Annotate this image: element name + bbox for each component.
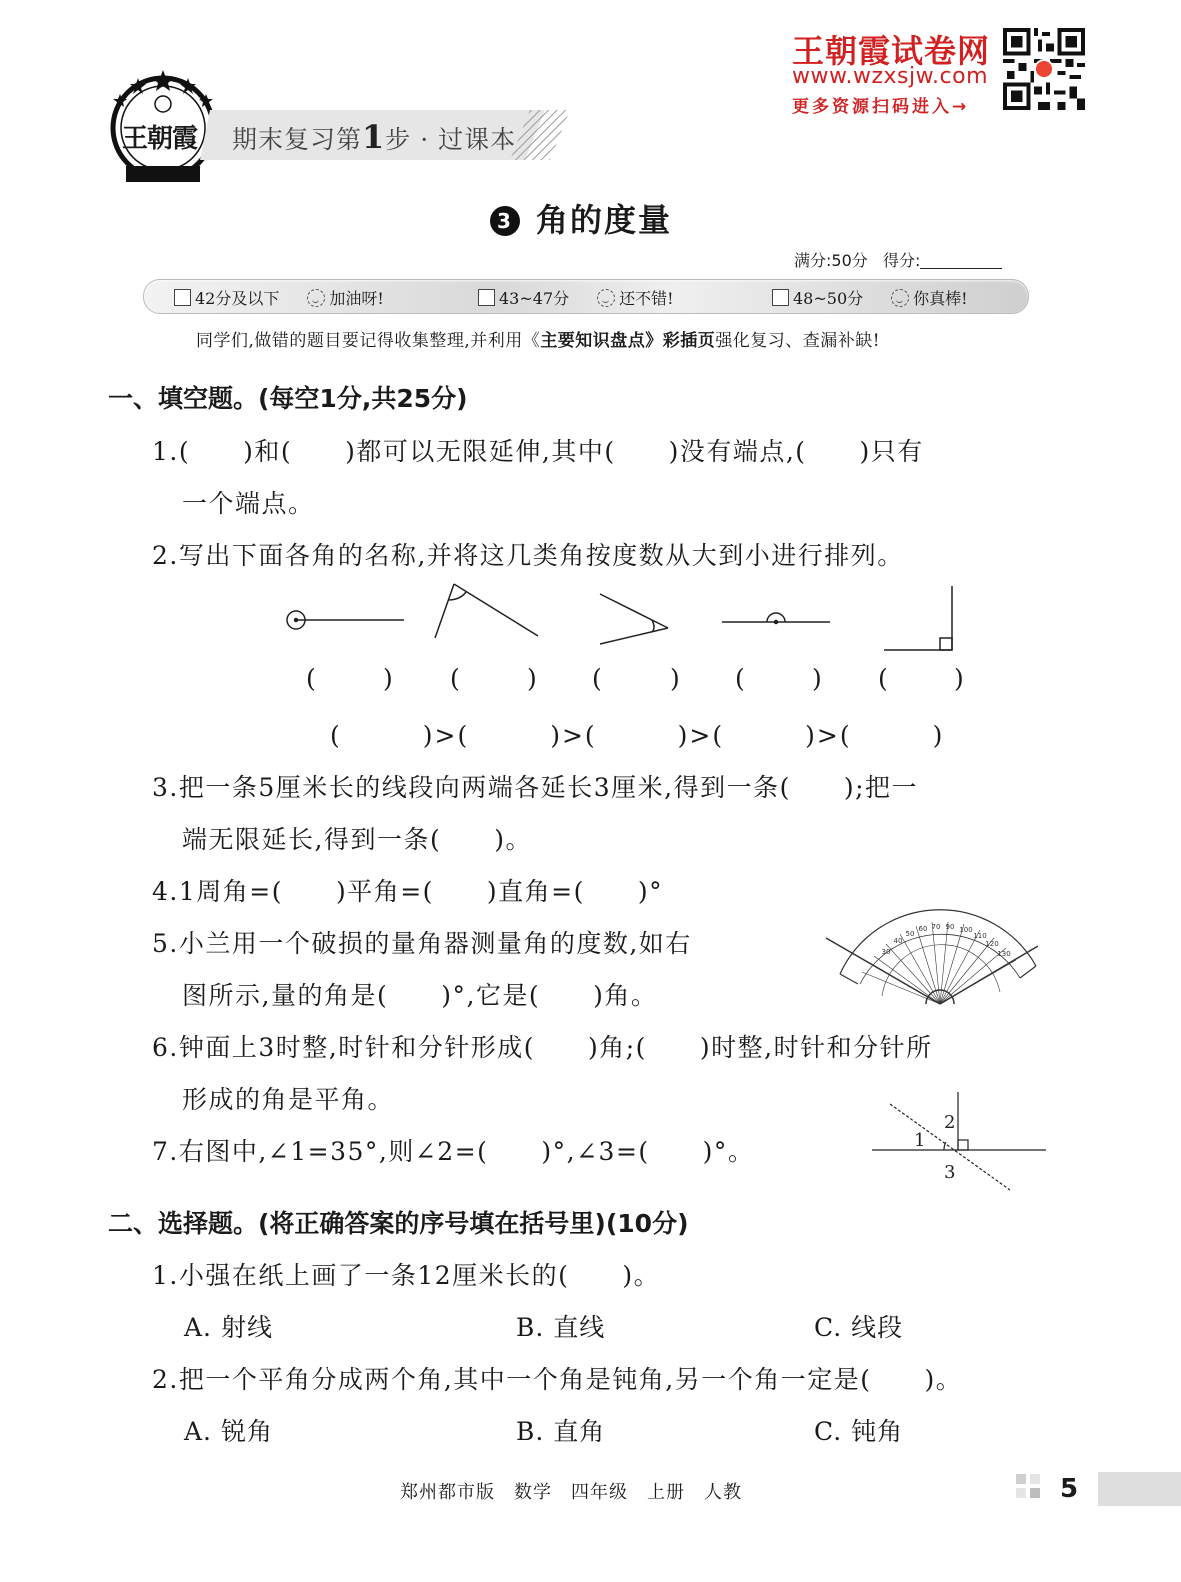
title-number-badge: 3 <box>490 206 520 236</box>
question-5-cont: 图所示,量的角是( )°,它是( )角。 <box>182 981 658 1010</box>
tick-label: 90 <box>945 923 955 931</box>
page-number-bar <box>1098 1472 1181 1506</box>
page-decoration <box>1016 1474 1044 1502</box>
tick-label: 100 <box>959 926 973 934</box>
protractor-figure <box>822 900 1038 1012</box>
rating-bar <box>143 279 1029 314</box>
tick-label: 60 <box>918 925 928 933</box>
score-blank[interactable] <box>920 252 1002 269</box>
intersecting-lines-figure <box>870 1092 1046 1192</box>
score-line: 满分:50分 得分: <box>794 248 1002 271</box>
option-c[interactable]: C. 线段 <box>814 1313 904 1342</box>
question-1: 1.小强在纸上画了一条12厘米长的( )。 <box>152 1261 661 1290</box>
angle-label-3: 3 <box>944 1162 956 1183</box>
question-3-cont: 端无限延长,得到一条( )。 <box>182 825 532 854</box>
title-text: 角的度量 <box>536 201 673 239</box>
tick-label: 70 <box>931 923 941 931</box>
question-6: 6.钟面上3时整,时针和分针形成( )角;( )时整,时针和分针所 <box>152 1033 933 1062</box>
qr-code[interactable] <box>1003 28 1085 110</box>
checkbox-icon[interactable] <box>174 289 191 306</box>
rating-item: 43~47分 还不错! <box>478 286 674 309</box>
option-b[interactable]: B. 直角 <box>516 1417 606 1446</box>
question-7: 7.右图中,∠1=35°,则∠2=( )°,∠3=( )°。 <box>152 1137 755 1166</box>
section-heading: 一、填空题。(每空1分,共25分) <box>108 384 468 413</box>
rating-item: 48~50分 你真棒! <box>772 286 968 309</box>
logo-text: 王朝霞 <box>122 124 198 154</box>
page-number: 5 <box>1060 1474 1079 1504</box>
tip-text: 同学们,做错的题目要记得收集整理,并利用《主要知识盘点》彩插页强化复习、查漏补缺! <box>196 331 881 351</box>
checkbox-icon[interactable] <box>478 289 495 306</box>
smiley-icon <box>597 289 615 307</box>
banner-title: 期末复习第1步 · 过课本 <box>232 118 517 156</box>
smiley-icon <box>307 289 325 307</box>
checkbox-icon[interactable] <box>772 289 789 306</box>
tick-label: 30 <box>881 948 891 956</box>
brand-url[interactable]: www.wzxsjw.com <box>792 64 989 89</box>
tick-label: 40 <box>893 937 903 945</box>
tick-label: 130 <box>997 950 1011 958</box>
page-title <box>490 195 672 241</box>
option-b[interactable]: B. 直线 <box>516 1313 606 1342</box>
rating-item: 42分及以下 加油呀! <box>174 286 384 309</box>
smiley-icon <box>891 289 909 307</box>
angle-order-blanks: ( )>( )>( )>( )>( ) <box>330 721 945 750</box>
question-6-cont: 形成的角是平角。 <box>182 1085 395 1114</box>
option-a[interactable]: A. 射线 <box>184 1313 273 1342</box>
question-5: 5.小兰用一个破损的量角器测量角的度数,如右 <box>152 929 692 958</box>
question-2: 2.把一个平角分成两个角,其中一个角是钝角,另一个角一定是( )。 <box>152 1365 963 1394</box>
question-3: 3.把一条5厘米长的线段向两端各延长3厘米,得到一条( );把一 <box>152 773 919 802</box>
section-heading: 二、选择题。(将正确答案的序号填在括号里)(10分) <box>108 1209 689 1238</box>
question-4: 4.1周角=( )平角=( )直角=( )° <box>152 877 664 906</box>
question-1: 1.( )和( )都可以无限延伸,其中( )没有端点,( )只有 <box>152 437 924 466</box>
option-a[interactable]: A. 锐角 <box>184 1417 273 1446</box>
brand-name: 王朝霞试卷网 <box>792 32 991 70</box>
angle-label-2: 2 <box>944 1112 956 1133</box>
option-c[interactable]: C. 钝角 <box>814 1417 904 1446</box>
tick-label: 110 <box>973 932 987 940</box>
question-2: 2.写出下面各角的名称,并将这几类角按度数从大到小进行排列。 <box>152 541 904 570</box>
question-1-cont: 一个端点。 <box>182 489 315 518</box>
angle-label-1: 1 <box>914 1130 926 1151</box>
angle-figures <box>280 582 960 654</box>
footer-text: 郑州都市版 数学 四年级 上册 人教 <box>400 1482 742 1503</box>
tick-label: 120 <box>985 940 999 948</box>
tick-label: 50 <box>905 930 915 938</box>
brand-more-link[interactable]: 更多资源扫码进入→ <box>792 97 970 117</box>
